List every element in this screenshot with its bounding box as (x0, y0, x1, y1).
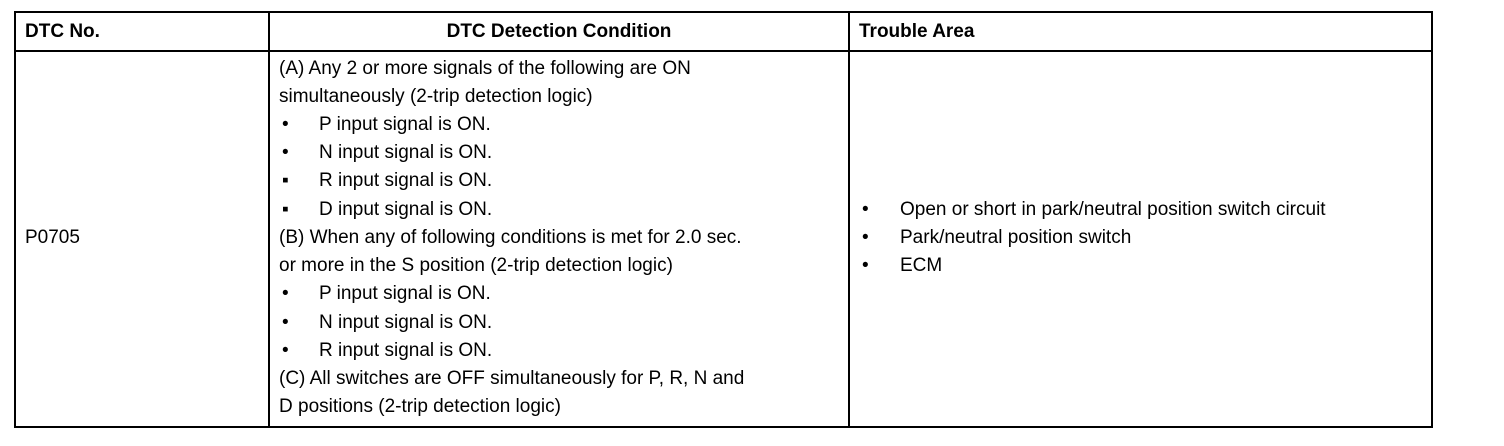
condition-b-item-text: R input signal is ON. (319, 339, 493, 361)
condition-a-item-text: D input signal is ON. (319, 198, 493, 220)
bullet-icon: • (282, 311, 289, 333)
header-dtc-no: DTC No. (15, 12, 269, 51)
bullet-icon: • (862, 226, 869, 248)
bullet-icon: • (282, 283, 289, 305)
detection-condition-cell (269, 51, 849, 427)
trouble-area-item (859, 224, 1431, 252)
table-row (15, 51, 1432, 427)
condition-b-item (279, 337, 848, 365)
bullet-icon: • (862, 255, 869, 277)
condition-b-intro-line: or more in the S position (2-trip detection logic) (279, 255, 673, 277)
condition-b-item-text: N input signal is ON. (319, 311, 493, 333)
trouble-area-item-text: Open or short in park/neutral position switch circuit (900, 198, 1326, 220)
condition-a-item (279, 111, 848, 139)
condition-a-intro-line: (A) Any 2 or more signals of the following are ON (279, 57, 691, 79)
condition-a-item-text: P input signal is ON. (319, 114, 491, 136)
condition-a-intro-line: simultaneously (2-trip detection logic) (279, 85, 593, 107)
header-trouble-area: Trouble Area (849, 12, 1432, 51)
dtc-number-cell: P0705 (15, 51, 269, 427)
bullet-icon: • (282, 339, 289, 361)
condition-a-item (279, 139, 848, 167)
dtc-table (14, 11, 1433, 428)
condition-a-item (279, 167, 848, 195)
condition-c-intro-line: D positions (2-trip detection logic) (279, 396, 561, 418)
condition-b-item-text: P input signal is ON. (319, 283, 491, 305)
bullet-icon: • (862, 198, 869, 220)
header-detection-condition: DTC Detection Condition (269, 12, 849, 51)
trouble-area-item-text: Park/neutral position switch (900, 226, 1132, 248)
condition-a-item-text: R input signal is ON. (319, 170, 493, 192)
header-row (15, 12, 1432, 51)
condition-c-intro-line: (C) All switches are OFF simultaneously for P, R, N and (279, 367, 745, 389)
square-bullet-icon: ▪ (282, 170, 289, 192)
condition-a-item (279, 196, 848, 224)
bullet-icon: • (282, 114, 289, 136)
condition-b-item (279, 280, 848, 308)
condition-b-item (279, 309, 848, 337)
trouble-area-cell (849, 51, 1432, 427)
condition-b-intro-line: (B) When any of following conditions is met for 2.0 sec. (279, 226, 742, 248)
trouble-area-item (859, 196, 1431, 224)
trouble-area-item (859, 252, 1431, 280)
square-bullet-icon: ▪ (282, 198, 289, 220)
bullet-icon: • (282, 142, 289, 164)
trouble-area-item-text: ECM (900, 255, 943, 277)
condition-a-item-text: N input signal is ON. (319, 142, 493, 164)
